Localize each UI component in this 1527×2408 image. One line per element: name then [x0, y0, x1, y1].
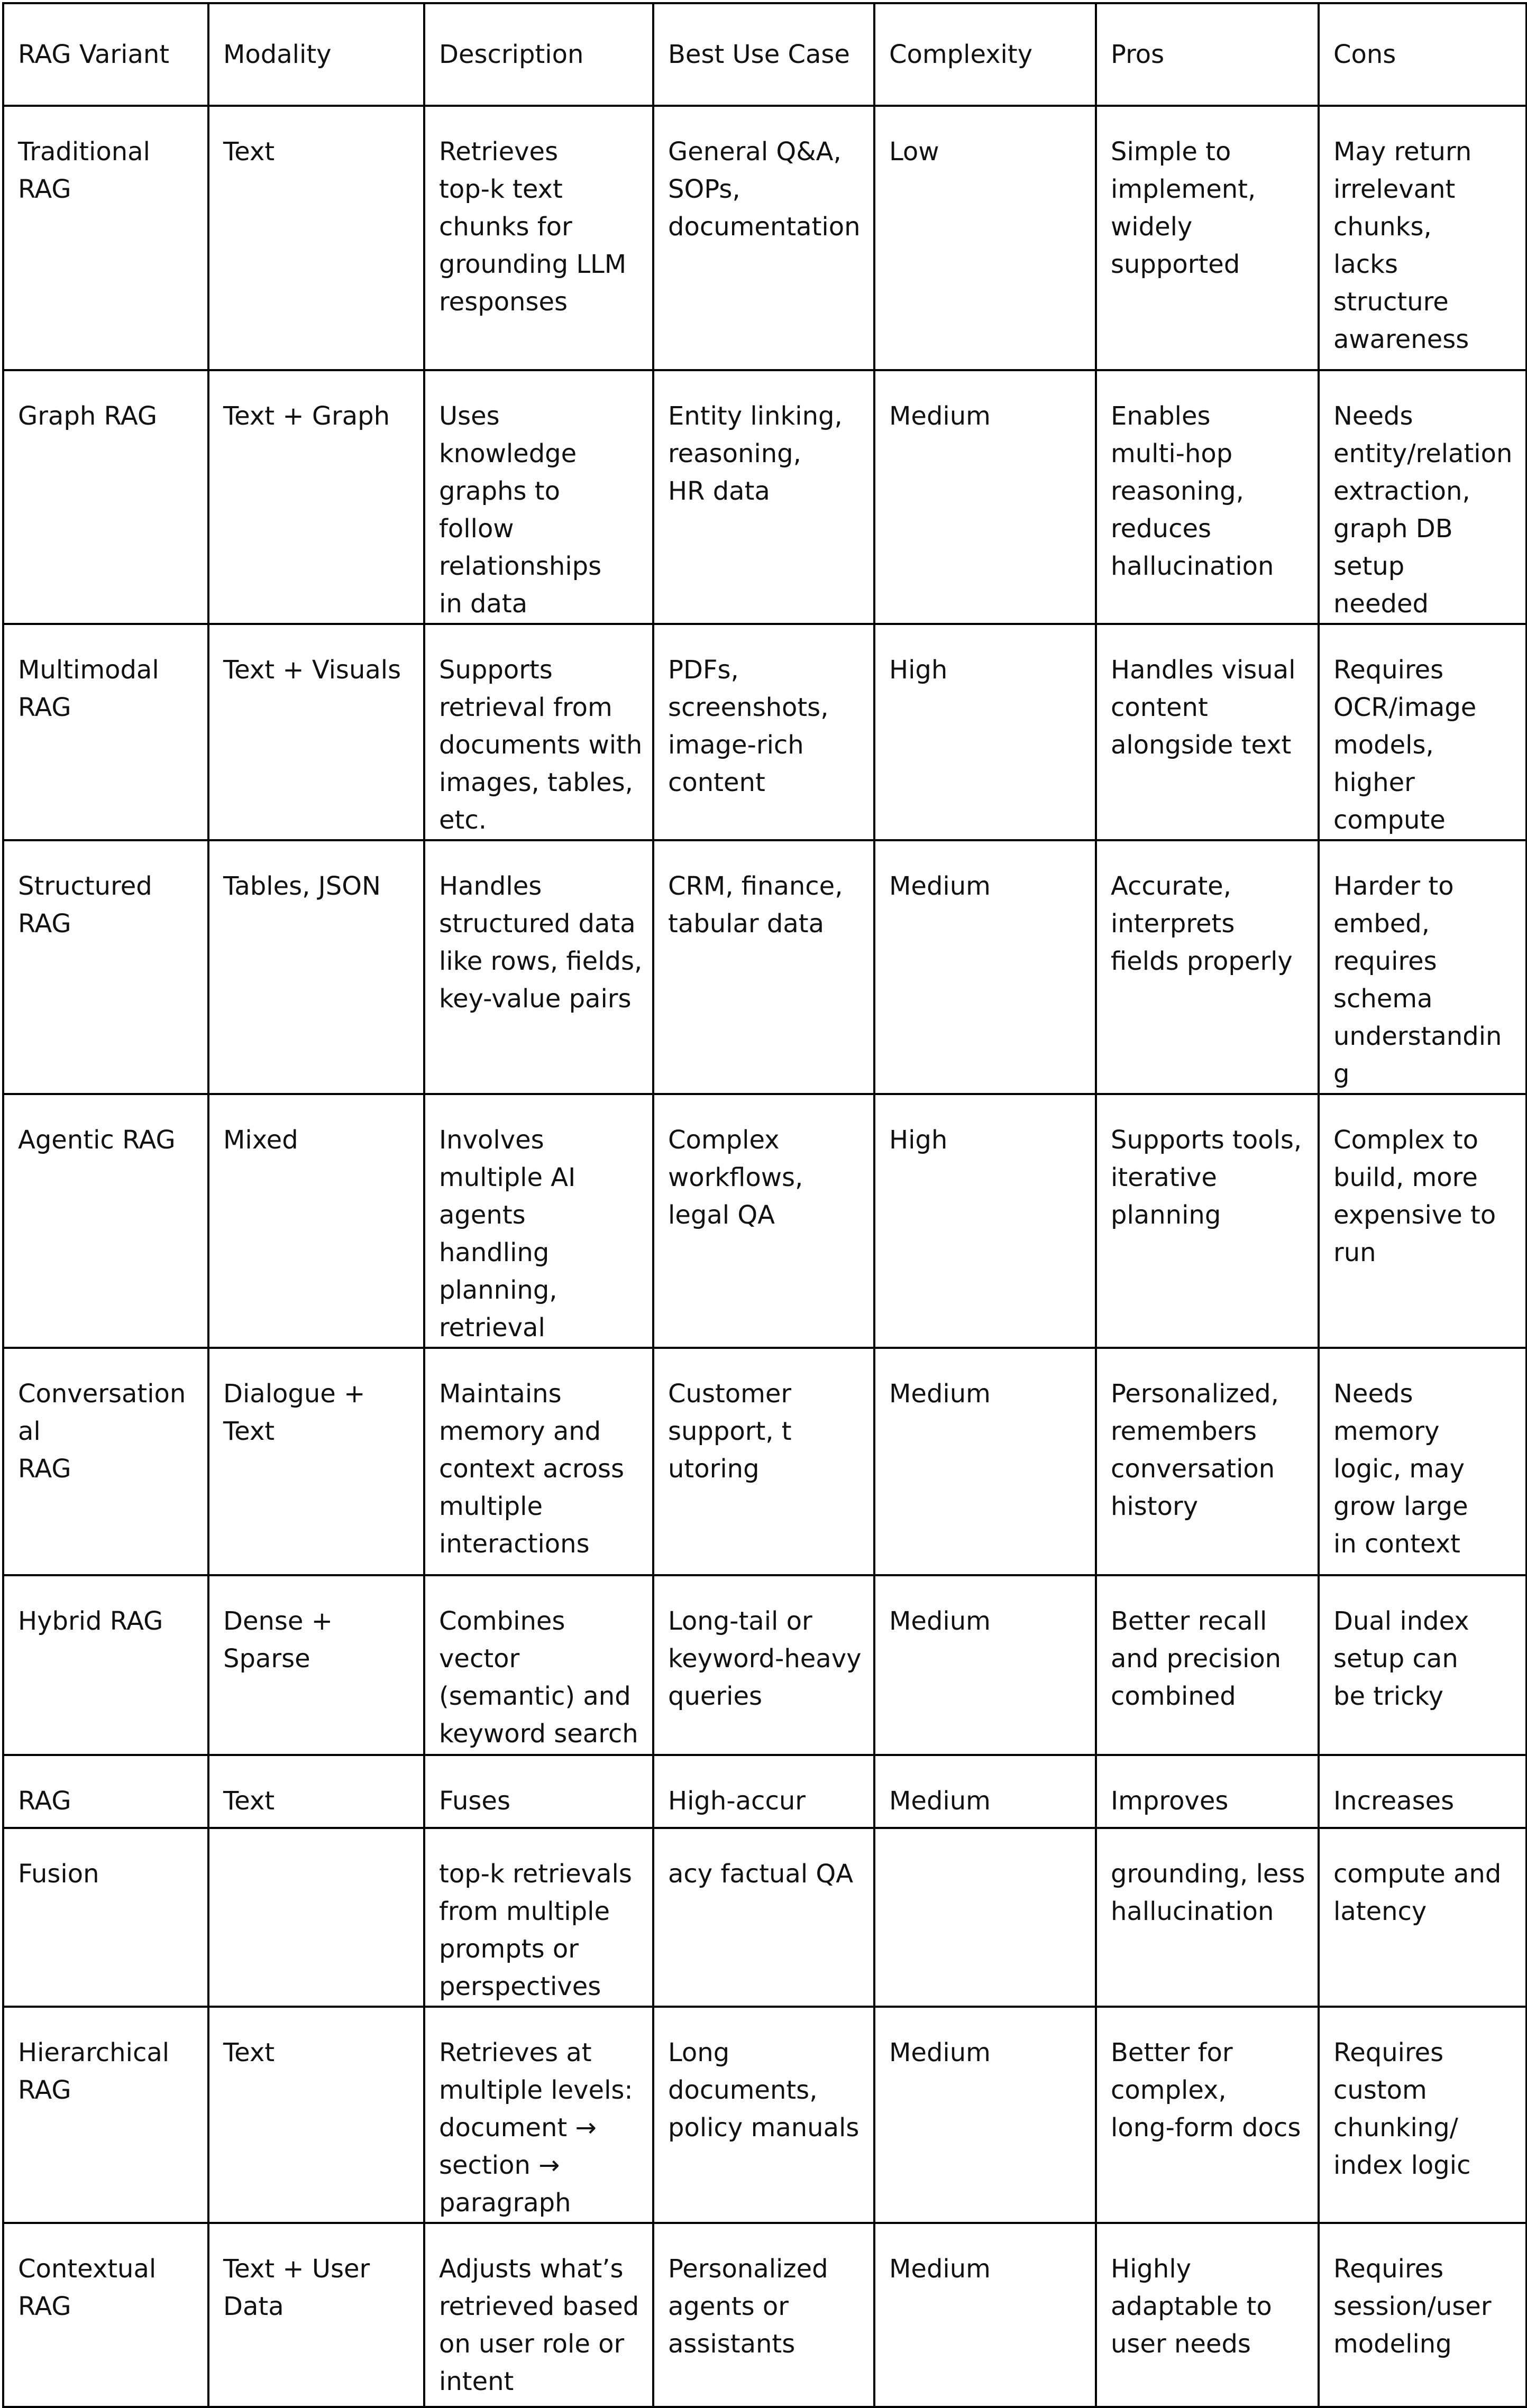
cell-best-use-case: Long documents, policy manuals: [653, 2007, 874, 2223]
cell-description: Retrieves top-k text chunks for grounding LLM responses: [424, 106, 653, 370]
cell-best-use-case: acy factual QA: [653, 1828, 874, 2007]
cell-description: Combines vector (semantic) and keyword search: [424, 1575, 653, 1755]
table-header-row: [3, 3, 1526, 106]
cell-best-use-case: Personalized agents or assistants: [653, 2223, 874, 2407]
table-row: [3, 624, 1526, 840]
header-cons: Cons: [1319, 3, 1526, 106]
cell-modality: Text: [208, 106, 424, 370]
cell-modality: Text + Graph: [208, 370, 424, 624]
cell-rag-variant: Structured RAG: [3, 840, 208, 1094]
cell-best-use-case: Customer support, t utoring: [653, 1348, 874, 1575]
cell-pros: Improves: [1096, 1755, 1319, 1828]
table-row: [3, 1828, 1526, 2007]
table-row: [3, 1094, 1526, 1348]
header-pros: Pros: [1096, 3, 1319, 106]
cell-cons: Needs memory logic, may grow large in context: [1319, 1348, 1526, 1575]
cell-cons: Dual index setup can be tricky: [1319, 1575, 1526, 1755]
cell-description: Retrieves at multiple levels: document → section → paragraph: [424, 2007, 653, 2223]
cell-modality: Mixed: [208, 1094, 424, 1348]
cell-cons: Requires session/user modeling: [1319, 2223, 1526, 2407]
cell-cons: Needs entity/relation extraction, graph DB setup needed: [1319, 370, 1526, 624]
cell-complexity: Medium: [874, 1348, 1096, 1575]
cell-complexity: Medium: [874, 1575, 1096, 1755]
cell-description: Fuses: [424, 1755, 653, 1828]
cell-best-use-case: Long-tail or keyword-heavy queries: [653, 1575, 874, 1755]
cell-best-use-case: CRM, finance, tabular data: [653, 840, 874, 1094]
cell-modality: Dense + Sparse: [208, 1575, 424, 1755]
cell-cons: Harder to embed, requires schema understanding: [1319, 840, 1526, 1094]
cell-pros: Enables multi-hop reasoning, reduces hallucination: [1096, 370, 1319, 624]
table-row: [3, 2223, 1526, 2407]
cell-modality: Text: [208, 2007, 424, 2223]
cell-modality: Text: [208, 1755, 424, 1828]
cell-complexity: Medium: [874, 840, 1096, 1094]
cell-rag-variant: Fusion: [3, 1828, 208, 2007]
cell-pros: Accurate, interprets fields properly: [1096, 840, 1319, 1094]
cell-modality: [208, 1828, 424, 2007]
cell-pros: Simple to implement, widely supported: [1096, 106, 1319, 370]
cell-best-use-case: General Q&A, SOPs, documentation: [653, 106, 874, 370]
cell-rag-variant: RAG: [3, 1755, 208, 1828]
table-row: [3, 370, 1526, 624]
table-row: [3, 840, 1526, 1094]
header-best-use-case: Best Use Case: [653, 3, 874, 106]
cell-complexity: Medium: [874, 2223, 1096, 2407]
cell-rag-variant: Graph RAG: [3, 370, 208, 624]
cell-cons: Increases: [1319, 1755, 1526, 1828]
cell-modality: Text + Visuals: [208, 624, 424, 840]
cell-complexity: High: [874, 1094, 1096, 1348]
cell-cons: Requires custom chunking/ index logic: [1319, 2007, 1526, 2223]
cell-modality: Tables, JSON: [208, 840, 424, 1094]
cell-cons: Requires OCR/image models, higher compute: [1319, 624, 1526, 840]
table-row: [3, 2007, 1526, 2223]
cell-description: Supports retrieval from documents with images, tables, etc.: [424, 624, 653, 840]
cell-cons: compute and latency: [1319, 1828, 1526, 2007]
table-row: [3, 1575, 1526, 1755]
cell-complexity: Medium: [874, 370, 1096, 624]
cell-pros: Handles visual content alongside text: [1096, 624, 1319, 840]
cell-pros: Supports tools, iterative planning: [1096, 1094, 1319, 1348]
cell-cons: Complex to build, more expensive to run: [1319, 1094, 1526, 1348]
cell-complexity: Medium: [874, 2007, 1096, 2223]
cell-description: Uses knowledge graphs to follow relationships in data: [424, 370, 653, 624]
cell-best-use-case: PDFs, screenshots, image-rich content: [653, 624, 874, 840]
rag-variants-table: [2, 2, 1527, 2408]
cell-complexity: [874, 1828, 1096, 2007]
cell-description: Involves multiple AI agents handling planning, retrieval: [424, 1094, 653, 1348]
header-description: Description: [424, 3, 653, 106]
cell-pros: Highly adaptable to user needs: [1096, 2223, 1319, 2407]
cell-cons: May return irrelevant chunks, lacks structure awareness: [1319, 106, 1526, 370]
cell-rag-variant: Agentic RAG: [3, 1094, 208, 1348]
table-row: [3, 1755, 1526, 1828]
cell-description: Handles structured data like rows, fields, key-value pairs: [424, 840, 653, 1094]
cell-rag-variant: Hierarchical RAG: [3, 2007, 208, 2223]
header-modality: Modality: [208, 3, 424, 106]
cell-rag-variant: Hybrid RAG: [3, 1575, 208, 1755]
cell-pros: Better recall and precision combined: [1096, 1575, 1319, 1755]
cell-modality: Text + User Data: [208, 2223, 424, 2407]
cell-rag-variant: Traditional RAG: [3, 106, 208, 370]
cell-complexity: Low: [874, 106, 1096, 370]
header-rag-variant: RAG Variant: [3, 3, 208, 106]
cell-description: Adjusts what’s retrieved based on user role or intent: [424, 2223, 653, 2407]
cell-rag-variant: Conversational RAG: [3, 1348, 208, 1575]
cell-pros: Better for complex, long-form docs: [1096, 2007, 1319, 2223]
cell-best-use-case: Complex workflows, legal QA: [653, 1094, 874, 1348]
cell-description: top-k retrievals from multiple prompts or perspectives: [424, 1828, 653, 2007]
cell-pros: Personalized, remembers conversation history: [1096, 1348, 1319, 1575]
cell-complexity: Medium: [874, 1755, 1096, 1828]
table-row: [3, 106, 1526, 370]
cell-description: Maintains memory and context across multiple interactions: [424, 1348, 653, 1575]
cell-rag-variant: Multimodal RAG: [3, 624, 208, 840]
cell-best-use-case: High-accur: [653, 1755, 874, 1828]
cell-rag-variant: Contextual RAG: [3, 2223, 208, 2407]
header-complexity: Complexity: [874, 3, 1096, 106]
cell-best-use-case: Entity linking, reasoning, HR data: [653, 370, 874, 624]
table-row: [3, 1348, 1526, 1575]
cell-pros: grounding, less hallucination: [1096, 1828, 1319, 2007]
cell-complexity: High: [874, 624, 1096, 840]
cell-modality: Dialogue + Text: [208, 1348, 424, 1575]
table-body: [3, 3, 1526, 2407]
